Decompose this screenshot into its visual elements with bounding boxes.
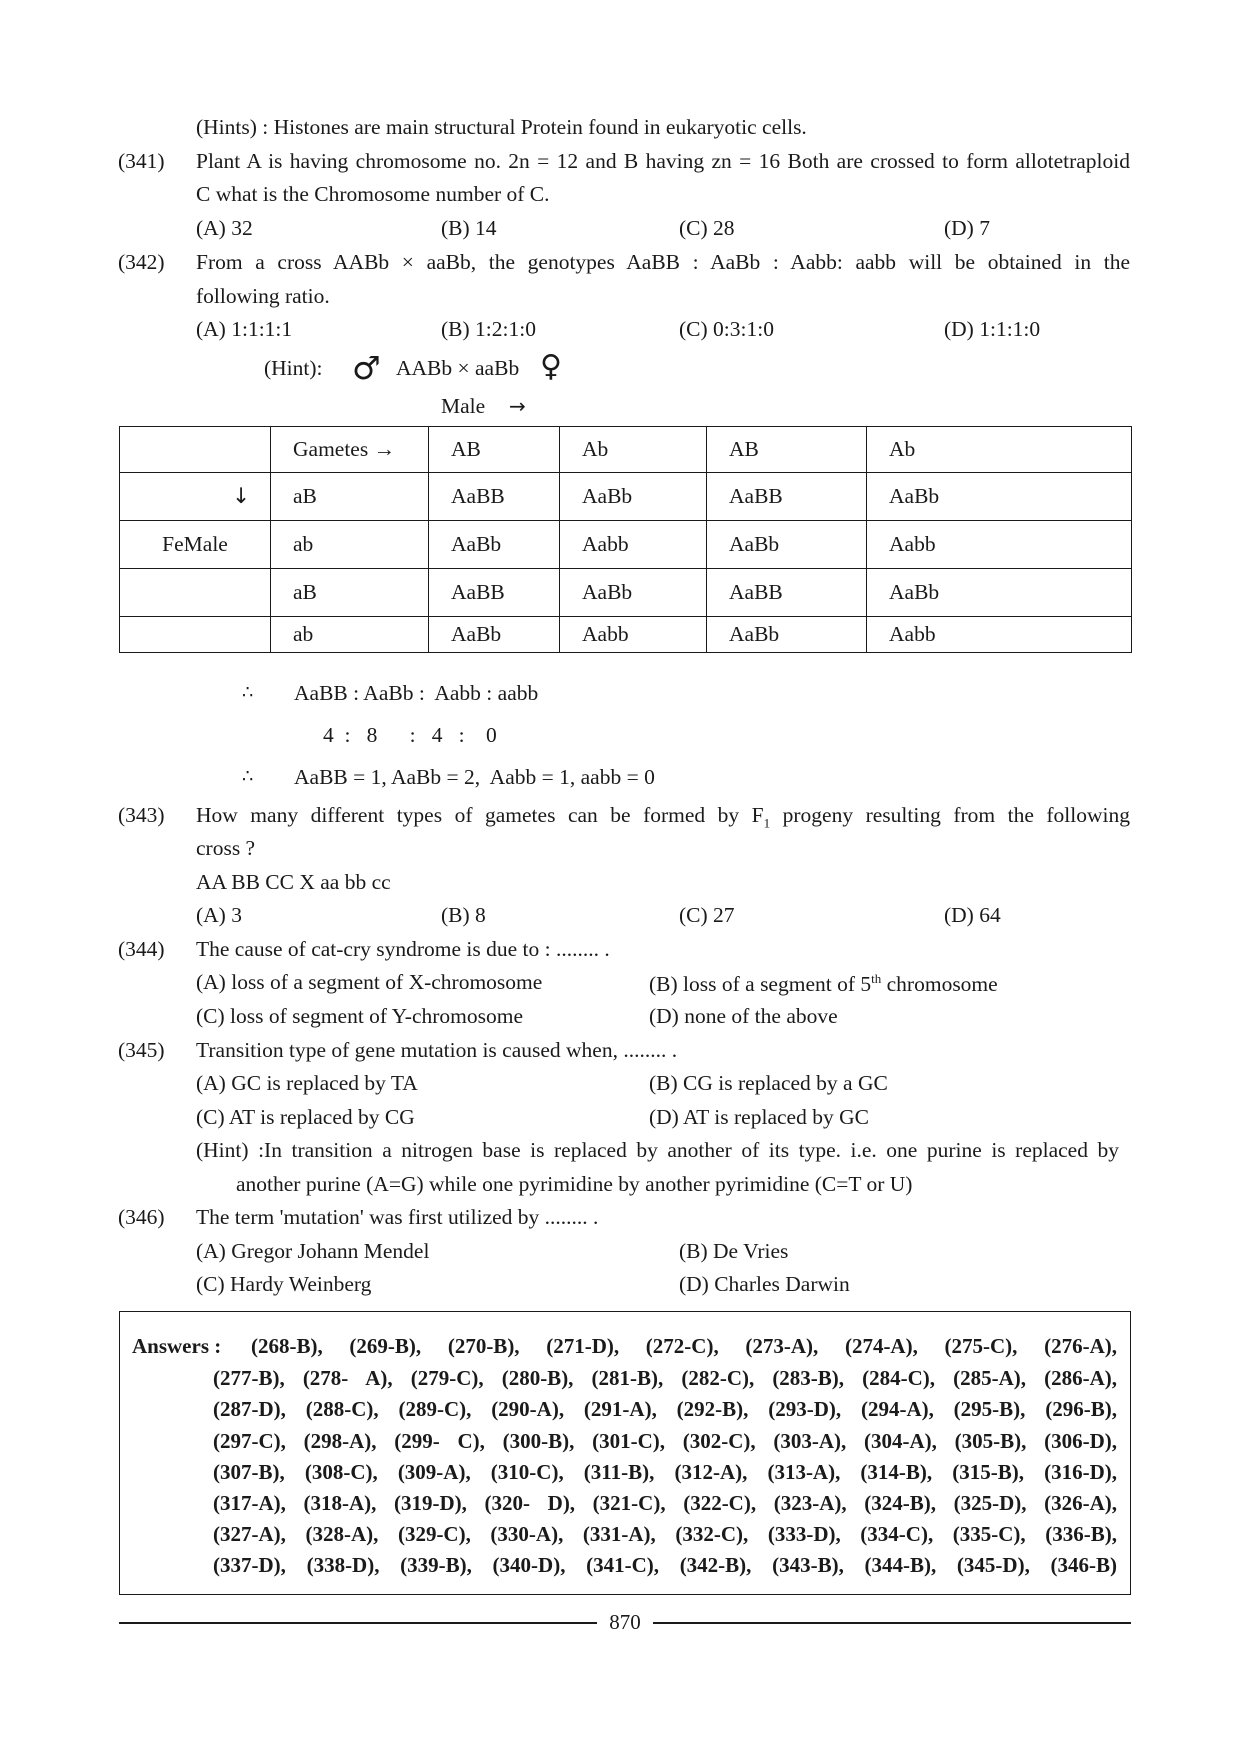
table-cell: Aabb (560, 617, 707, 653)
q343-option-b: (B) 8 (441, 903, 486, 927)
answers-line-7: (327-A), (328-A), (329-C), (330-A), (331-A), (332-C), (333-D), (334-C), (335-C), (336-B), (213, 1522, 1117, 1546)
footer-rule-right (653, 1622, 1131, 1624)
q341-option-d: (D) 7 (944, 216, 990, 240)
q344-option-c: (C) loss of segment of Y-chromosome (196, 1004, 524, 1028)
table-cell: Ab (560, 427, 707, 473)
answers-line-4: (297-C), (298-A), (299- C), (300-B), (301-C), (302-C), (303-A), (304-A), (305-B), (306-D), (213, 1429, 1117, 1453)
page-number: 870 (609, 1610, 641, 1634)
table-cell: AaBB (429, 569, 560, 617)
answers-line-8: (337-D), (338-D), (339-B), (340-D), (341-C), (342-B), (343-B), (344-B), (345-D), (346-B) (213, 1553, 1117, 1577)
question-number-345: (345) (118, 1038, 165, 1062)
table-cell: AaBb (707, 617, 867, 653)
q342-option-c: (C) 0:3:1:0 (679, 317, 774, 341)
male-symbol-icon: ♂ (352, 349, 381, 387)
question-346-line1: The term 'mutation' was first utilized by ........ . (196, 1205, 599, 1229)
q343-option-c: (C) 27 (679, 903, 735, 927)
question-342-line1: From a cross AABb × aaBb, the genotypes AaBB : AaBb : Aabb: aabb will be obtained in the (196, 250, 1130, 274)
q341-option-b: (B) 14 (441, 216, 497, 240)
q343-option-a: (A) 3 (196, 903, 242, 927)
table-cell: AaBb (429, 617, 560, 653)
answers-box (119, 1311, 1131, 1595)
question-341-line2: C what is the Chromosome number of C. (196, 182, 550, 206)
q346-option-b: (B) De Vries (679, 1239, 789, 1263)
table-cell: AaBb (867, 473, 1132, 521)
table-cell (120, 617, 271, 653)
q341-option-a: (A) 32 (196, 216, 253, 240)
table-cell: AB (429, 427, 560, 473)
footer-rule-left (119, 1622, 597, 1624)
question-number-342: (342) (118, 250, 165, 274)
answers-line-1: (268-B), (269-B), (270-B), (271-D), (272-C), (273-A), (274-A), (275-C), (276-A), (251, 1334, 1117, 1358)
q346-option-c: (C) Hardy Weinberg (196, 1272, 372, 1296)
table-row (120, 521, 1132, 569)
table-cell: ab (271, 617, 429, 653)
q342-cross: AABb × aaBb (396, 356, 520, 380)
answers-label: Answers : (132, 1334, 222, 1358)
table-cell: AaBb (707, 521, 867, 569)
table-row (120, 569, 1132, 617)
table-cell: AaBb (429, 521, 560, 569)
table-cell: AaBb (867, 569, 1132, 617)
q342-option-d: (D) 1:1:1:0 (944, 317, 1041, 341)
ratio-result: AaBB = 1, AaBb = 2, Aabb = 1, aabb = 0 (294, 765, 655, 789)
q345-option-d: (D) AT is replaced by GC (649, 1105, 869, 1129)
answers-line-3: (287-D), (288-C), (289-C), (290-A), (291-A), (292-B), (293-D), (294-A), (295-B), (296-B), (213, 1397, 1117, 1421)
question-343-line2: cross ? (196, 836, 256, 860)
table-cell: ab (271, 521, 429, 569)
table-cell (120, 569, 271, 617)
table-cell: Aabb (560, 521, 707, 569)
table-cell: AaBb (560, 569, 707, 617)
female-symbol-icon: ♀ (540, 349, 562, 384)
question-345-line1: Transition type of gene mutation is caused when, ........ . (196, 1038, 678, 1062)
table-cell: AaBB (429, 473, 560, 521)
table-cell: aB (271, 569, 429, 617)
table-cell: ↓ (120, 473, 271, 521)
q344-option-a: (A) loss of a segment of X-chromosome (196, 970, 543, 994)
question-number-344: (344) (118, 937, 165, 961)
table-cell: FeMale (120, 521, 271, 569)
question-344-line1: The cause of cat-cry syndrome is due to : ........ . (196, 937, 610, 961)
q345-hint-line2: another purine (A=G) while one pyrimidine by another pyrimidine (C=T or U) (236, 1172, 913, 1196)
q343-option-d: (D) 64 (944, 903, 1001, 927)
q346-option-d: (D) Charles Darwin (679, 1272, 850, 1296)
question-343-line3: AA BB CC X aa bb cc (196, 870, 391, 894)
q345-option-c: (C) AT is replaced by CG (196, 1105, 415, 1129)
q346-option-a: (A) Gregor Johann Mendel (196, 1239, 430, 1263)
q341-option-c: (C) 28 (679, 216, 735, 240)
q345-option-a: (A) GC is replaced by TA (196, 1071, 418, 1095)
arrow-right-icon: → (509, 394, 526, 418)
q342-option-a: (A) 1:1:1:1 (196, 317, 293, 341)
table-row (120, 427, 1132, 473)
table-cell: AaBB (707, 473, 867, 521)
table-row (120, 617, 1132, 653)
table-cell: Ab (867, 427, 1132, 473)
table-row (120, 473, 1132, 521)
question-number-341: (341) (118, 149, 165, 173)
q342-option-b: (B) 1:2:1:0 (441, 317, 536, 341)
q342-hint-label: (Hint): (264, 356, 323, 380)
table-cell (120, 427, 271, 473)
answers-line-6: (317-A), (318-A), (319-D), (320- D), (321-C), (322-C), (323-A), (324-B), (325-D), (326-A), (213, 1491, 1117, 1515)
answers-line-5: (307-B), (308-C), (309-A), (310-C), (311-B), (312-A), (313-A), (314-B), (315-B), (316-D), (213, 1460, 1117, 1484)
q345-option-b: (B) CG is replaced by a GC (649, 1071, 888, 1095)
question-342-line2: following ratio. (196, 284, 330, 308)
q344-option-d: (D) none of the above (649, 1004, 838, 1028)
table-cell: AaBb (560, 473, 707, 521)
intro-hint: (Hints) : Histones are main structural Protein found in eukaryotic cells. (196, 115, 807, 139)
ratio-values: 4 : 8 : 4 : 0 (323, 723, 497, 747)
table-cell: Aabb (867, 617, 1132, 653)
therefore-symbol-1: ∴ (242, 682, 254, 703)
q344-option-b: (B) loss of a segment of 5th chromosome (649, 971, 998, 997)
q345-hint-line1: (Hint) :In transition a nitrogen base is replaced by another of its type. i.e. one purine is replaced by (196, 1138, 1119, 1162)
punnett-square-table (119, 426, 1132, 653)
table-cell: AaBB (707, 569, 867, 617)
question-341-line1: Plant A is having chromosome no. 2n = 12 and B having zn = 16 Both are crossed to form allotetraploid (196, 149, 1130, 173)
question-343-line1: How many different types of gametes can be formed by $F_1$ progeny resulting from the following (196, 803, 1130, 831)
table-cell: Gametes → (271, 427, 429, 473)
table-cell: aB (271, 473, 429, 521)
answers-line-2: (277-B), (278- A), (279-C), (280-B), (281-B), (282-C), (283-B), (284-C), (285-A), (286-A), (213, 1366, 1117, 1390)
question-number-343: (343) (118, 803, 165, 827)
table-cell: AB (707, 427, 867, 473)
therefore-symbol-2: ∴ (242, 766, 254, 787)
question-number-346: (346) (118, 1205, 165, 1229)
male-label: Male (441, 394, 486, 418)
ratio-header: AaBB : AaBb : Aabb : aabb (294, 681, 539, 705)
table-cell: Aabb (867, 521, 1132, 569)
